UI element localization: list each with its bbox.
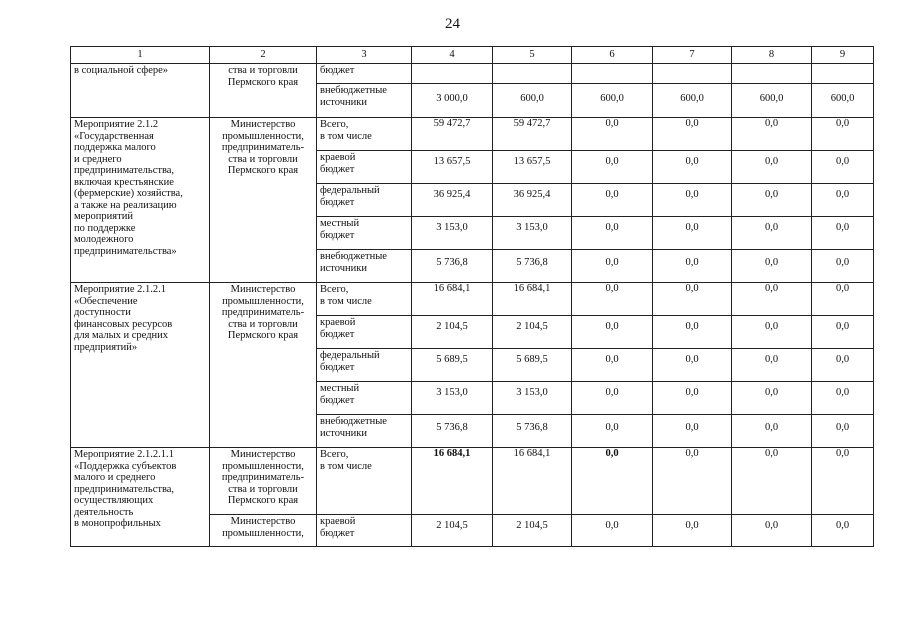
value-text: 2 104,5 bbox=[516, 321, 548, 332]
value-cell bbox=[572, 84, 653, 118]
value-text: 16 684,1 bbox=[513, 283, 551, 294]
value-text: 0,0 bbox=[835, 257, 850, 268]
value-cell bbox=[493, 84, 572, 118]
value-cell bbox=[412, 250, 493, 283]
value-cell bbox=[732, 382, 812, 415]
value-cell bbox=[653, 316, 732, 349]
value-text: 0,0 bbox=[764, 387, 779, 398]
value-cell bbox=[653, 64, 732, 84]
value-text: 2 104,5 bbox=[436, 321, 468, 332]
value-text: 0,0 bbox=[764, 189, 779, 200]
value-text: 13 657,5 bbox=[513, 156, 551, 167]
value-cell bbox=[412, 415, 493, 448]
value-cell bbox=[653, 515, 732, 547]
value-cell bbox=[812, 217, 874, 250]
value-cell bbox=[412, 151, 493, 184]
value-cell bbox=[493, 349, 572, 382]
value-text: 36 925,4 bbox=[513, 189, 551, 200]
value-text: 16 684,1 bbox=[513, 448, 551, 459]
value-cell bbox=[812, 151, 874, 184]
value-text: 3 153,0 bbox=[516, 222, 548, 233]
value-cell bbox=[732, 64, 812, 84]
value-cell bbox=[732, 84, 812, 118]
value-cell bbox=[812, 316, 874, 349]
value-cell bbox=[812, 382, 874, 415]
value-cell bbox=[732, 415, 812, 448]
value-text: 0,0 bbox=[605, 448, 619, 459]
activity-cell: Мероприятие 2.1.2.1 «Обеспечение доступности финансовых ресурсов для малых и средних предприятий» bbox=[71, 283, 210, 448]
header-cell: 7 bbox=[653, 47, 732, 64]
table-row bbox=[71, 448, 874, 515]
value-text: 600,0 bbox=[600, 93, 624, 104]
value-text: 0,0 bbox=[685, 283, 699, 294]
value-text: 0,0 bbox=[605, 354, 619, 365]
value-text: 16 684,1 bbox=[433, 283, 471, 294]
source-cell: внебюджетные источники bbox=[317, 250, 412, 283]
value-text: 0,0 bbox=[605, 257, 619, 268]
value-cell bbox=[572, 283, 653, 316]
value-text: 0,0 bbox=[605, 387, 619, 398]
value-text: 0,0 bbox=[835, 118, 850, 129]
value-cell bbox=[493, 151, 572, 184]
source-cell: Всего, в том числе bbox=[317, 118, 412, 151]
value-cell bbox=[572, 448, 653, 515]
value-text: 3 000,0 bbox=[436, 93, 468, 104]
table-row bbox=[71, 283, 874, 316]
budget-table bbox=[70, 46, 874, 547]
value-cell bbox=[493, 448, 572, 515]
value-cell bbox=[732, 118, 812, 151]
value-text: 600,0 bbox=[830, 93, 855, 104]
value-cell bbox=[493, 184, 572, 217]
value-text: 0,0 bbox=[764, 283, 779, 294]
value-text: 36 925,4 bbox=[433, 189, 471, 200]
value-cell bbox=[572, 217, 653, 250]
value-text: 3 153,0 bbox=[516, 387, 548, 398]
value-text: 0,0 bbox=[764, 448, 779, 459]
header-cell: 8 bbox=[732, 47, 812, 64]
value-text: 0,0 bbox=[835, 321, 850, 332]
source-cell: Всего, в том числе bbox=[317, 448, 412, 515]
value-text: 16 684,1 bbox=[433, 448, 471, 459]
value-text: 0,0 bbox=[764, 222, 779, 233]
value-cell bbox=[572, 515, 653, 547]
value-text: 0,0 bbox=[605, 222, 619, 233]
value-cell bbox=[812, 349, 874, 382]
value-text: 0,0 bbox=[835, 354, 850, 365]
value-cell bbox=[493, 283, 572, 316]
value-text: 600,0 bbox=[520, 93, 544, 104]
value-cell bbox=[732, 515, 812, 547]
value-cell bbox=[412, 382, 493, 415]
value-cell bbox=[653, 448, 732, 515]
value-text: 13 657,5 bbox=[433, 156, 471, 167]
value-cell bbox=[812, 415, 874, 448]
value-text: 5 736,8 bbox=[516, 422, 548, 433]
value-cell bbox=[493, 382, 572, 415]
value-cell bbox=[812, 118, 874, 151]
value-text: 5 689,5 bbox=[436, 354, 468, 365]
value-cell bbox=[732, 448, 812, 515]
value-text: 0,0 bbox=[685, 520, 699, 531]
value-cell bbox=[812, 250, 874, 283]
value-text: 0,0 bbox=[764, 118, 779, 129]
value-text: 0,0 bbox=[764, 354, 779, 365]
value-text: 2 104,5 bbox=[436, 520, 468, 531]
header-cell: 3 bbox=[317, 47, 412, 64]
value-cell bbox=[653, 415, 732, 448]
table-body bbox=[71, 47, 874, 547]
value-cell bbox=[812, 448, 874, 515]
value-cell bbox=[572, 64, 653, 84]
value-cell bbox=[412, 283, 493, 316]
value-cell bbox=[493, 515, 572, 547]
value-cell bbox=[653, 84, 732, 118]
value-cell bbox=[412, 84, 493, 118]
value-cell bbox=[732, 151, 812, 184]
value-cell bbox=[732, 184, 812, 217]
value-cell bbox=[572, 118, 653, 151]
source-cell: местный бюджет bbox=[317, 382, 412, 415]
value-cell bbox=[493, 64, 572, 84]
value-text: 3 153,0 bbox=[436, 387, 468, 398]
value-text: 0,0 bbox=[764, 321, 779, 332]
value-cell bbox=[493, 415, 572, 448]
value-text: 0,0 bbox=[605, 520, 619, 531]
source-cell: краевой бюджет bbox=[317, 151, 412, 184]
source-cell: краевой бюджет bbox=[317, 515, 412, 547]
value-cell bbox=[812, 84, 874, 118]
value-cell bbox=[572, 382, 653, 415]
value-cell bbox=[653, 151, 732, 184]
value-cell bbox=[653, 382, 732, 415]
value-cell bbox=[572, 151, 653, 184]
value-text: 0,0 bbox=[764, 520, 779, 531]
value-cell bbox=[572, 316, 653, 349]
value-text: 0,0 bbox=[685, 387, 699, 398]
source-cell: внебюджетные источники bbox=[317, 415, 412, 448]
header-cell: 9 bbox=[812, 47, 874, 64]
value-text: 600,0 bbox=[680, 93, 704, 104]
value-text: 0,0 bbox=[685, 422, 699, 433]
value-cell bbox=[412, 515, 493, 547]
value-text: 59 472,7 bbox=[433, 118, 471, 129]
responsible-cell: Министерство промышленности, предприниматель- ства и торговли Пермского края bbox=[210, 448, 317, 515]
value-text: 0,0 bbox=[605, 118, 619, 129]
value-cell bbox=[412, 64, 493, 84]
source-cell: краевой бюджет bbox=[317, 316, 412, 349]
value-text: 3 153,0 bbox=[436, 222, 468, 233]
value-cell bbox=[653, 283, 732, 316]
value-text: 5 736,8 bbox=[436, 422, 468, 433]
value-cell bbox=[412, 184, 493, 217]
value-text: 0,0 bbox=[835, 222, 850, 233]
header-cell: 6 bbox=[572, 47, 653, 64]
value-text: 0,0 bbox=[835, 520, 850, 531]
value-cell bbox=[493, 118, 572, 151]
responsible-cell: Министерство промышленности, bbox=[210, 515, 317, 547]
value-text: 0,0 bbox=[835, 448, 850, 459]
header-cell: 4 bbox=[412, 47, 493, 64]
source-cell: бюджет bbox=[317, 64, 412, 84]
source-cell: местный бюджет bbox=[317, 217, 412, 250]
value-cell bbox=[493, 250, 572, 283]
value-text: 0,0 bbox=[605, 422, 619, 433]
value-cell bbox=[412, 118, 493, 151]
value-text: 2 104,5 bbox=[516, 520, 548, 531]
source-cell: федеральный бюджет bbox=[317, 349, 412, 382]
value-cell bbox=[732, 217, 812, 250]
value-text: 600,0 bbox=[759, 93, 784, 104]
value-text: 59 472,7 bbox=[513, 118, 551, 129]
value-cell bbox=[572, 349, 653, 382]
value-cell bbox=[572, 250, 653, 283]
value-cell bbox=[412, 448, 493, 515]
value-text: 0,0 bbox=[835, 387, 850, 398]
value-cell bbox=[653, 349, 732, 382]
value-text: 5 736,8 bbox=[516, 257, 548, 268]
source-cell: федеральный бюджет bbox=[317, 184, 412, 217]
value-text: 0,0 bbox=[605, 321, 619, 332]
responsible-cell: Министерство промышленности, предприниматель- ства и торговли Пермского края bbox=[210, 283, 317, 448]
value-cell bbox=[812, 283, 874, 316]
value-cell bbox=[412, 316, 493, 349]
header-row bbox=[71, 47, 874, 64]
value-text: 5 689,5 bbox=[516, 354, 548, 365]
value-text: 0,0 bbox=[685, 222, 699, 233]
value-text: 0,0 bbox=[764, 156, 779, 167]
header-cell: 5 bbox=[493, 47, 572, 64]
activity-cell: в социальной сфере» bbox=[71, 64, 210, 118]
value-cell bbox=[732, 250, 812, 283]
source-cell: Всего, в том числе bbox=[317, 283, 412, 316]
value-cell bbox=[412, 349, 493, 382]
value-text: 0,0 bbox=[605, 156, 619, 167]
value-text: 0,0 bbox=[685, 321, 699, 332]
value-text: 0,0 bbox=[605, 189, 619, 200]
value-text: 0,0 bbox=[685, 156, 699, 167]
header-cell: 2 bbox=[210, 47, 317, 64]
value-text: 0,0 bbox=[835, 283, 850, 294]
value-text: 0,0 bbox=[835, 422, 850, 433]
value-cell bbox=[653, 118, 732, 151]
value-cell bbox=[732, 283, 812, 316]
value-cell bbox=[732, 316, 812, 349]
value-cell bbox=[732, 349, 812, 382]
value-text: 0,0 bbox=[764, 422, 779, 433]
value-text: 0,0 bbox=[685, 189, 699, 200]
activity-cell: Мероприятие 2.1.2 «Государственная поддержка малого и среднего предпринимательства, включая крестьянские (фермерские) хозяйства, а также на реализацию мероприятий по поддержке молодежного предпринимательства» bbox=[71, 118, 210, 283]
value-cell bbox=[653, 250, 732, 283]
responsible-cell: Министерство промышленности, предприниматель- ства и торговли Пермского края bbox=[210, 118, 317, 283]
value-text: 0,0 bbox=[605, 283, 619, 294]
header-cell: 1 bbox=[71, 47, 210, 64]
activity-cell: Мероприятие 2.1.2.1.1 «Поддержка субъектов малого и среднего предпринимательства, осуществляющих деятельность в монопрофильных bbox=[71, 448, 210, 547]
value-text: 0,0 bbox=[685, 257, 699, 268]
value-cell bbox=[812, 64, 874, 84]
value-text: 0,0 bbox=[835, 189, 850, 200]
value-text: 0,0 bbox=[764, 257, 779, 268]
page-number: 24 bbox=[445, 16, 460, 32]
value-cell bbox=[572, 415, 653, 448]
value-cell bbox=[493, 316, 572, 349]
value-text: 0,0 bbox=[685, 118, 699, 129]
table-row bbox=[71, 118, 874, 151]
value-cell bbox=[412, 217, 493, 250]
value-text: 0,0 bbox=[685, 448, 699, 459]
value-cell bbox=[653, 184, 732, 217]
value-cell bbox=[493, 217, 572, 250]
value-text: 5 736,8 bbox=[436, 257, 468, 268]
value-cell bbox=[812, 515, 874, 547]
value-text: 0,0 bbox=[835, 156, 850, 167]
table-row bbox=[71, 64, 874, 84]
source-cell: внебюджетные источники bbox=[317, 84, 412, 118]
value-cell bbox=[812, 184, 874, 217]
value-cell bbox=[653, 217, 732, 250]
value-text: 0,0 bbox=[685, 354, 699, 365]
value-cell bbox=[572, 184, 653, 217]
responsible-cell: ства и торговли Пермского края bbox=[210, 64, 317, 118]
